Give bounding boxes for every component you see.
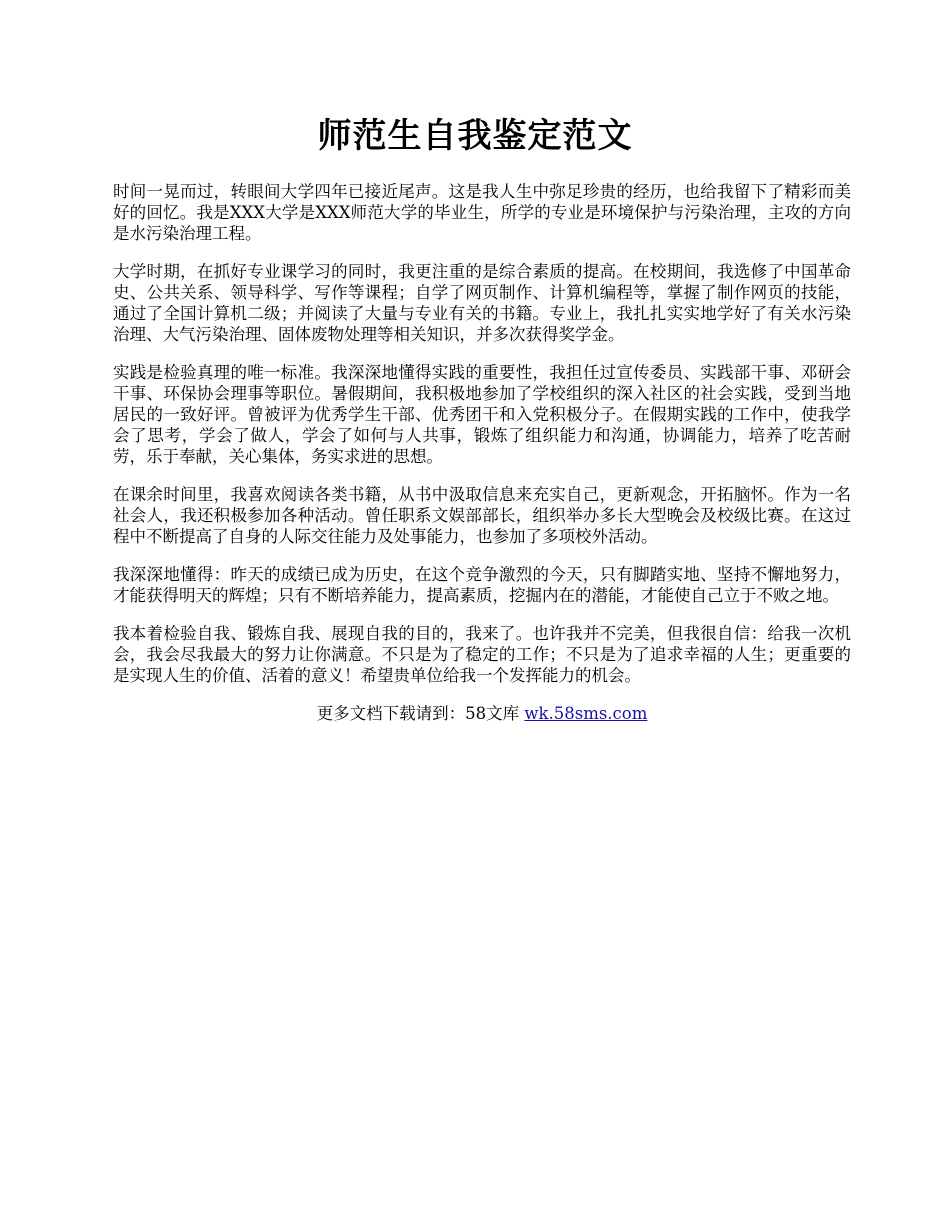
paragraph-3: 实践是检验真理的唯一标准。我深深地懂得实践的重要性，我担任过宣传委员、实践部干事、邓研会干事、环保协会理事等职位。暑假期间，我积极地参加了学校组织的深入社区的社会实践，受到当地居民的一致好评。曾被评为优秀学生干部、优秀团干和入党积极分子。在假期实践的工作中，使我学会了思考，学会了做人，学会了如何与人共事，锻炼了组织能力和沟通，协调能力，培养了吃苦耐劳，乐于奉献，关心集体，务实求进的思想。 bbox=[113, 363, 851, 466]
document-body bbox=[113, 181, 851, 724]
paragraph-6: 我本着检验自我、锻炼自我、展现自我的目的，我来了。也许我并不完美，但我很自信：给我一次机会，我会尽我最大的努力让你满意。不只是为了稳定的工作；不只是为了追求幸福的人生；更重要的是实现人生的价值、活着的意义！希望贵单位给我一个发挥能力的机会。 bbox=[113, 624, 851, 685]
footer-link[interactable]: wk.58sms.com bbox=[524, 704, 648, 723]
paragraph-1: 时间一晃而过，转眼间大学四年已接近尾声。这是我人生中弥足珍贵的经历，也给我留下了精彩而美好的回忆。我是XXX大学是XXX师范大学的毕业生，所学的专业是环境保护与污染治理，主攻的方向是水污染治理工程。 bbox=[113, 182, 851, 243]
paragraph-5: 我深深地懂得：昨天的成绩已成为历史，在这个竞争激烈的今天，只有脚踏实地、坚持不懈地努力，才能获得明天的辉煌；只有不断培养能力，提高素质，挖掘内在的潜能，才能使自己立于不败之地。 bbox=[113, 565, 851, 605]
paragraph-2: 大学时期，在抓好专业课学习的同时，我更注重的是综合素质的提高。在校期间，我选修了中国革命史、公共关系、领导科学、写作等课程；自学了网页制作、计算机编程等，掌握了制作网页的技能，通过了全国计算机二级；并阅读了大量与专业有关的书籍。专业上，我扎扎实实地学好了有关水污染治理、大气污染治理、固体废物处理等相关知识，并多次获得奖学金。 bbox=[113, 262, 851, 344]
paragraph-4: 在课余时间里，我喜欢阅读各类书籍，从书中汲取信息来充实自己，更新观念，开拓脑怀。作为一名社会人，我还积极参加各种活动。曾任职系文娱部部长，组织举办多长大型晚会及校级比赛。在这过程中不断提高了自身的人际交往能力及处事能力，也参加了多项校外活动。 bbox=[113, 485, 851, 546]
footer-text: 更多文档下载请到：58文库 bbox=[316, 704, 525, 723]
document-title: 师范生自我鉴定范文 bbox=[317, 116, 633, 156]
download-footer bbox=[113, 703, 851, 724]
